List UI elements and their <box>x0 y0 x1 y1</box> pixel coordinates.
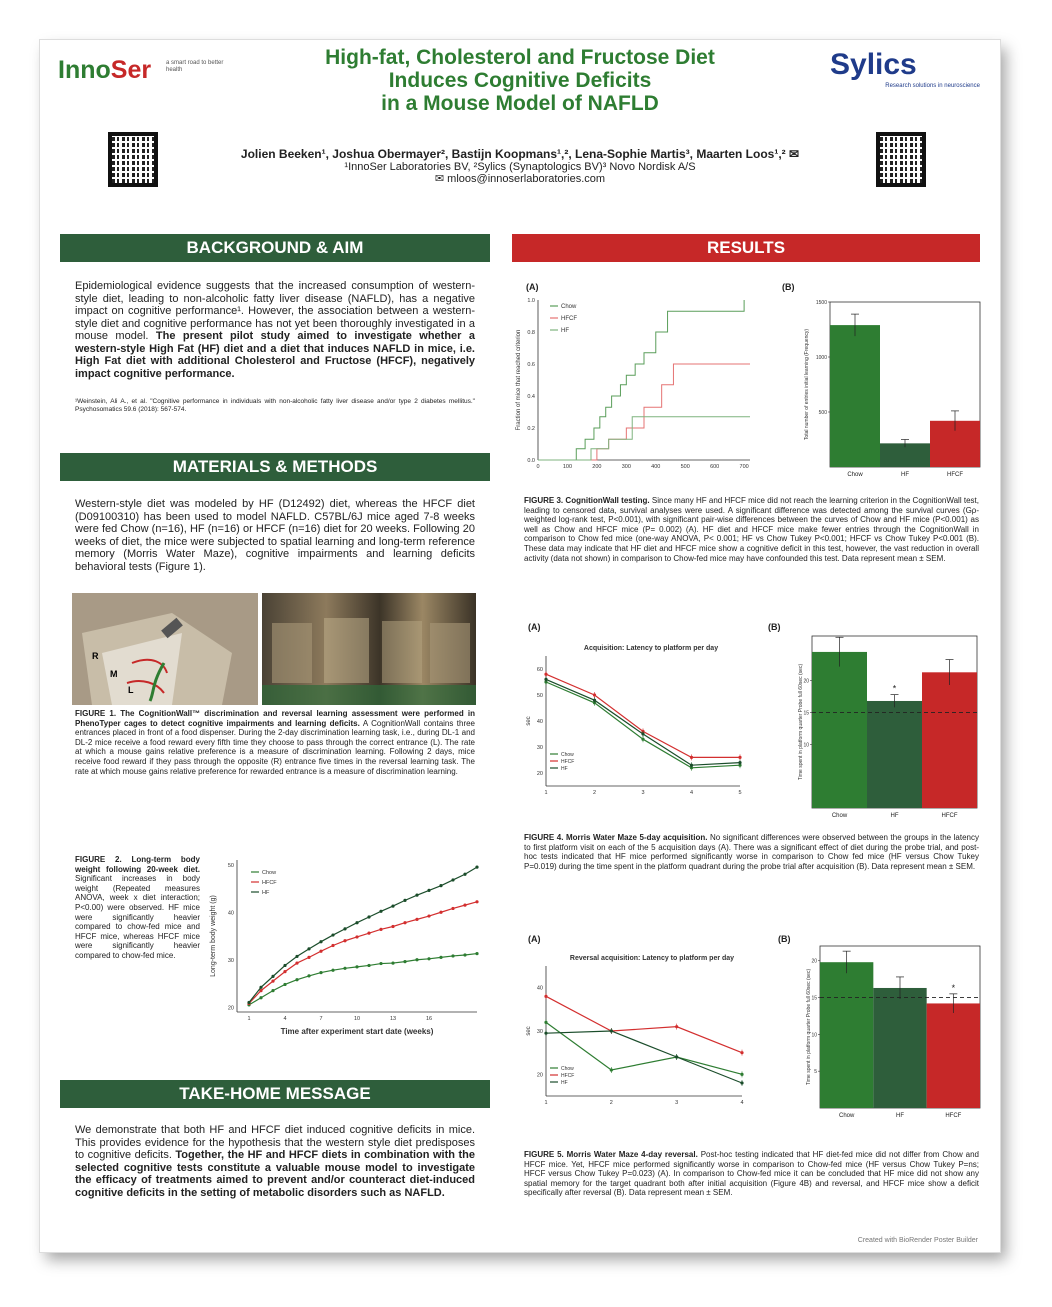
bar-hf <box>867 701 922 808</box>
sylics-tagline: Research solutions in neuroscience <box>885 83 980 89</box>
innoser-tagline: a smart road to better health <box>166 60 224 73</box>
poster <box>40 40 1000 1252</box>
y-axis-label: sec <box>526 1026 532 1036</box>
x-tick-label: 3 <box>675 1100 679 1106</box>
fig1-label-l: L <box>128 685 134 695</box>
y-tick-label: 15 <box>811 995 817 1002</box>
y-axis-label: Fraction of mice that reached criterion <box>516 329 522 431</box>
methods-heading: MATERIALS & METHODS <box>60 453 490 481</box>
y-axis-label: Long-term body weight (g) <box>210 895 217 977</box>
x-tick-label: 200 <box>592 464 602 470</box>
series-line-chow <box>538 300 744 460</box>
fig5-panel-b: (B) <box>778 934 791 944</box>
y-tick-label: 5 <box>814 1069 817 1076</box>
background-text: Epidemiological evidence suggests that the increased consumption of western-style diet, leading to non-alcoholic fatty liver disease (NAFLD), has a negative impact on cognitive performance¹. However, the association between a western-style diet and cognitive performance has not yet been thoroughly investigated in a mouse model. The present pilot study aimed to investigate whether a western-style High Fat (HF) diet and a diet that induces NAFLD in mice, i.e. High Fat diet with additional Cholesterol and Fructose (HFCF), negatively impact cognitive performance. <box>75 280 475 380</box>
x-tick-label: 0 <box>536 464 540 470</box>
legend-label: HF <box>561 766 568 772</box>
results-heading: RESULTS <box>512 234 980 262</box>
figure5-caption: FIGURE 5. Morris Water Maze 4-day reversal. Post-hoc testing indicated that HF diet-fed mice did not differ from Chow and HFCF mice. Yet, HFCF mice performed significantly worse in comparison to Chow-fed mice (HF versus Chow Tukey P=ns; HFCF versus Chow Tukey P=0.023) (A). In comparison to Chow-fed mice it can be concluded that HF mice did not show any spatial memory for the target quadrant both after initial acquisition (Figure 4B) and reversal, and HFCF mice show a deficit specifically after reversal (B). Data represent mean ± SEM. <box>524 1150 979 1198</box>
x-tick-label: 300 <box>621 464 631 470</box>
y-tick-label: 0.0 <box>527 458 535 464</box>
figure2-caption: FIGURE 2. Long-term body weight following 20-week diet. Significant increases in body weight (Repeated measures ANOVA, week x diet interaction; P<0.00) were observed. HF mice were significantly heavier compared to chow-fed mice and HFCF mice, whereas HFCF mice were significantly heavier compared to chow-fed mice. <box>75 855 200 960</box>
series-line-hfcf <box>546 674 740 757</box>
x-tick-label: 3 <box>641 790 645 796</box>
legend-label: Chow <box>561 1066 574 1072</box>
legend-label: HFCF <box>561 316 577 322</box>
author-block: Jolien Beeken¹, Joshua Obermayer², Bastijn Koopmans¹,², Lena-Sophie Martis³, Maarten Loos¹,² ✉ ¹InnoSer Laboratories BV, ²Sylics (Synaptologics BV)³ Novo Nordisk A/S ✉ mloos@innoserlaboratories.com <box>200 148 840 185</box>
y-tick-label: 0.2 <box>527 426 535 432</box>
fig4-panel-b: (B) <box>768 622 781 632</box>
qr-code-left-icon[interactable] <box>108 132 158 187</box>
series-line-hfcf <box>538 364 750 460</box>
x-tick-label: 400 <box>651 464 661 470</box>
legend-label: Chow <box>561 304 577 310</box>
takehome-heading: TAKE-HOME MESSAGE <box>60 1080 490 1108</box>
legend-label: Chow <box>262 870 277 876</box>
bar-chow <box>820 962 873 1108</box>
figure1-caption: FIGURE 1. The CognitionWall™ discrimination and reversal learning assessment were performed in PhenoTyper cages to detect cognitive impairments and learning deficits. A CognitionWall contains three entrances placed in front of a food dispenser. During the 2-day discrimination learning task, i.e., during DL-1 and DL-2 mice receive a food reward every fifth time they choose to pass through the correct entrance (L). The rate at which a mouse gains relative preference is a measure of discrimination learning. Following 2 days, mice receive food reward if they pass through the opposite (R) entrance five times in the reversal learning task. The rate at which mouse gains relative preference for rewarded entrance is a measure of discrimination learning. <box>75 709 476 776</box>
fig5-panel-a: (A) <box>528 934 541 944</box>
qr-code-right-icon[interactable] <box>876 132 926 187</box>
y-tick-label: 0.8 <box>527 330 535 336</box>
y-tick-label: 20 <box>227 1005 234 1012</box>
fig4-panel-a: (A) <box>528 622 541 632</box>
phenotyper-cages-photo <box>262 593 476 705</box>
sylics-logo: Sylics <box>830 48 917 81</box>
y-tick-label: 60 <box>536 667 543 673</box>
reversal-latency-chart <box>518 946 754 1122</box>
cognitionwall-entries-chart <box>758 290 988 490</box>
y-tick-label: 1500 <box>815 300 827 306</box>
x-tick-label: 1 <box>247 1016 251 1022</box>
y-tick-label: 30 <box>227 957 234 964</box>
legend-label: HFCF <box>561 1073 575 1079</box>
cognitionwall-diagram <box>72 593 258 705</box>
x-tick-label: 500 <box>680 464 690 470</box>
chart-title: Reversal acquisition: Latency to platform per day <box>569 955 735 962</box>
y-tick-label: 0.4 <box>527 394 535 400</box>
footer-credit: Created with BioRender Poster Builder <box>857 1237 978 1244</box>
x-tick-label: 1 <box>544 790 548 796</box>
acquisition-probe-chart <box>760 628 985 824</box>
legend-label: HF <box>561 1080 568 1086</box>
fig1-label-m: M <box>110 669 118 679</box>
x-tick-label: 1 <box>544 1100 548 1106</box>
x-tick-label: Chow <box>831 813 848 819</box>
x-tick-label: HF <box>890 813 899 819</box>
significance-marker: * <box>951 982 956 993</box>
body-weight-chart <box>205 852 485 1052</box>
methods-text: Western-style diet was modeled by HF (D12492) diet, whereas the HFCF diet (D09100310) has been used to model NAFLD. C57BL/6J mice aged 7-8 weeks were fed Chow (n=16), HF (n=16) or HFCF (n=16) diet for 20 weeks. Following 20 weeks of diet, the mice were subjected to spatial learning and long-term reference memory (Morris Water Maze), cognitive impairments and learning deficits behavioral tests (Figure 1). <box>75 498 475 573</box>
figure3-caption: FIGURE 3. CognitionWall testing. Since many HF and HFCF mice did not reach the learning criterion in the CognitionWall test, leading to censored data, survival analyses were used. A significant difference was detected among the survival curves (Gρ-weighted log-rank test, P<0.001), with significant pair-wise differences between the curves of Chow and HF mice (P<0.001) as well as Chow and HFCF mice (P= 0.002) (A). HF diet and HFCF mice make fewer entries through the CognitionWall in comparison to Chow fed mice (one-way ANOVA, P< 0.001; HF vs Chow Tukey P<0.001; HFCF vs Chow Tukey P<0.001 (B). These data may indicate that HF diet and HFCF mice show a cognitive deficit in this test, however, the vast reduction in overall activity (data not shown) in comparison to Chow-fed mice may have confounded this test. Data represent mean ± SEM. <box>524 496 979 563</box>
chart-title: Acquisition: Latency to platform per day <box>583 645 719 652</box>
bar-chow <box>812 652 867 808</box>
y-tick-label: 50 <box>536 693 543 699</box>
y-axis-label: Total number of entries initial learning (Frequency) <box>804 328 810 441</box>
y-tick-label: 30 <box>536 745 543 751</box>
x-tick-label: 700 <box>739 464 749 470</box>
y-tick-label: 20 <box>536 1072 543 1079</box>
y-tick-label: 20 <box>536 771 543 777</box>
takehome-text: We demonstrate that both HF and HFCF diet induced cognitive deficits in mice. This provides evidence for the hypothesis that the western style diet predisposes to cognitive deficits. Together, the HF and HFCF diets in combination with the selected cognitive tests constitute a valuable mouse model to investigate the efficacy of treatments aimed to prevent and/or counteract diet-induced cognitive deficits in the setting of metabolic disorders such as NAFLD. <box>75 1124 475 1199</box>
reversal-probe-chart <box>768 940 985 1126</box>
x-tick-label: 4 <box>740 1100 744 1106</box>
series-line-chow <box>249 954 477 1005</box>
innoser-logo: InnoSer <box>58 56 152 84</box>
series-line-chow <box>546 682 740 768</box>
x-axis-label: Time after experiment start date (weeks) <box>280 1027 434 1036</box>
x-tick-label: 2 <box>609 1100 613 1106</box>
x-tick-label: HFCF <box>945 1113 962 1119</box>
series-line-chow <box>546 1022 742 1074</box>
fig1-label-r: R <box>92 651 99 661</box>
y-tick-label: 20 <box>803 678 809 685</box>
x-tick-label: 16 <box>425 1016 433 1022</box>
legend-label: HFCF <box>561 759 575 765</box>
x-tick-label: HFCF <box>941 813 958 819</box>
acquisition-latency-chart <box>518 636 754 816</box>
x-tick-label: 7 <box>319 1016 323 1022</box>
x-tick-label: 2 <box>592 790 597 796</box>
bar-chow <box>830 325 880 467</box>
x-tick-label: HF <box>901 472 909 478</box>
series-line-hf <box>546 679 740 765</box>
y-tick-label: 20 <box>811 958 817 965</box>
legend-label: HF <box>561 328 569 334</box>
y-axis-label: sec <box>526 716 532 726</box>
bar-hf <box>873 988 926 1108</box>
legend-label: HFCF <box>262 880 277 886</box>
x-tick-label: Chow <box>847 472 863 478</box>
legend-label: HF <box>262 890 270 896</box>
x-tick-label: 600 <box>710 464 720 470</box>
figure4-caption: FIGURE 4. Morris Water Maze 5-day acquisition. No significant differences were observed between the groups in the latency to first platform visit on each of the 5 acquisition days (A). There was a significant effect of diet during the probe trial, and post-hoc tests indicated that HF mice performed significantly worse in comparison to Chow fed mice (HF versus Chow Tukey P=0.019) during the time spent in the platform quadrant during the probe trial after acquisition (B). Data represent mean ± SEM. <box>524 833 979 871</box>
email-link[interactable]: ✉ mloos@innoserlaboratories.com <box>434 173 606 185</box>
x-tick-label: Chow <box>838 1113 855 1119</box>
y-tick-label: 40 <box>536 985 543 992</box>
background-heading: BACKGROUND & AIM <box>60 234 490 262</box>
cognitionwall-survival-chart <box>510 290 760 490</box>
y-tick-label: 30 <box>536 1029 543 1035</box>
x-tick-label: 5 <box>738 790 742 796</box>
y-axis-label: Time spent in platform quarter Probe full 60sec (sec) <box>798 663 804 781</box>
y-tick-label: 15 <box>803 710 809 717</box>
legend-label: Chow <box>561 752 574 758</box>
fig3-panel-a: (A) <box>526 282 539 292</box>
x-tick-label: 13 <box>389 1016 397 1022</box>
y-tick-label: 40 <box>536 719 543 725</box>
fig3-panel-b: (B) <box>782 282 795 292</box>
reference: ¹Weinstein, Ali A., et al. "Cognitive performance in individuals with non-alcoholic fatty liver disease and/or type 2 diabetes mellitus." Psychosomatics 59.6 (2018): 567-574. <box>75 398 475 413</box>
bar-hfcf <box>927 1003 980 1108</box>
y-axis-label: Time spent in platform quarter Probe full 60sec (sec) <box>806 968 812 1086</box>
poster-title: High-fat, Cholesterol and Fructose Diet Induces Cognitive Deficits in a Mouse Model of NAFLD <box>325 46 715 115</box>
bar-hfcf <box>922 672 977 808</box>
series-line-hfcf <box>249 902 477 1004</box>
y-tick-label: 50 <box>227 862 234 869</box>
y-tick-label: 1000 <box>815 355 827 361</box>
y-tick-label: 10 <box>803 742 809 749</box>
x-tick-label: HF <box>896 1113 904 1119</box>
x-tick-label: 10 <box>353 1016 361 1022</box>
y-tick-label: 0.6 <box>527 362 535 368</box>
series-line-hf <box>546 1031 742 1083</box>
x-tick-label: HFCF <box>947 472 963 478</box>
y-tick-label: 1.0 <box>527 298 535 304</box>
significance-marker: * <box>892 683 897 694</box>
x-tick-label: 4 <box>689 790 694 796</box>
x-tick-label: 100 <box>562 464 573 470</box>
y-tick-label: 10 <box>811 1032 817 1039</box>
y-tick-label: 40 <box>227 910 234 917</box>
x-tick-label: 4 <box>283 1016 287 1022</box>
y-tick-label: 500 <box>818 410 827 416</box>
